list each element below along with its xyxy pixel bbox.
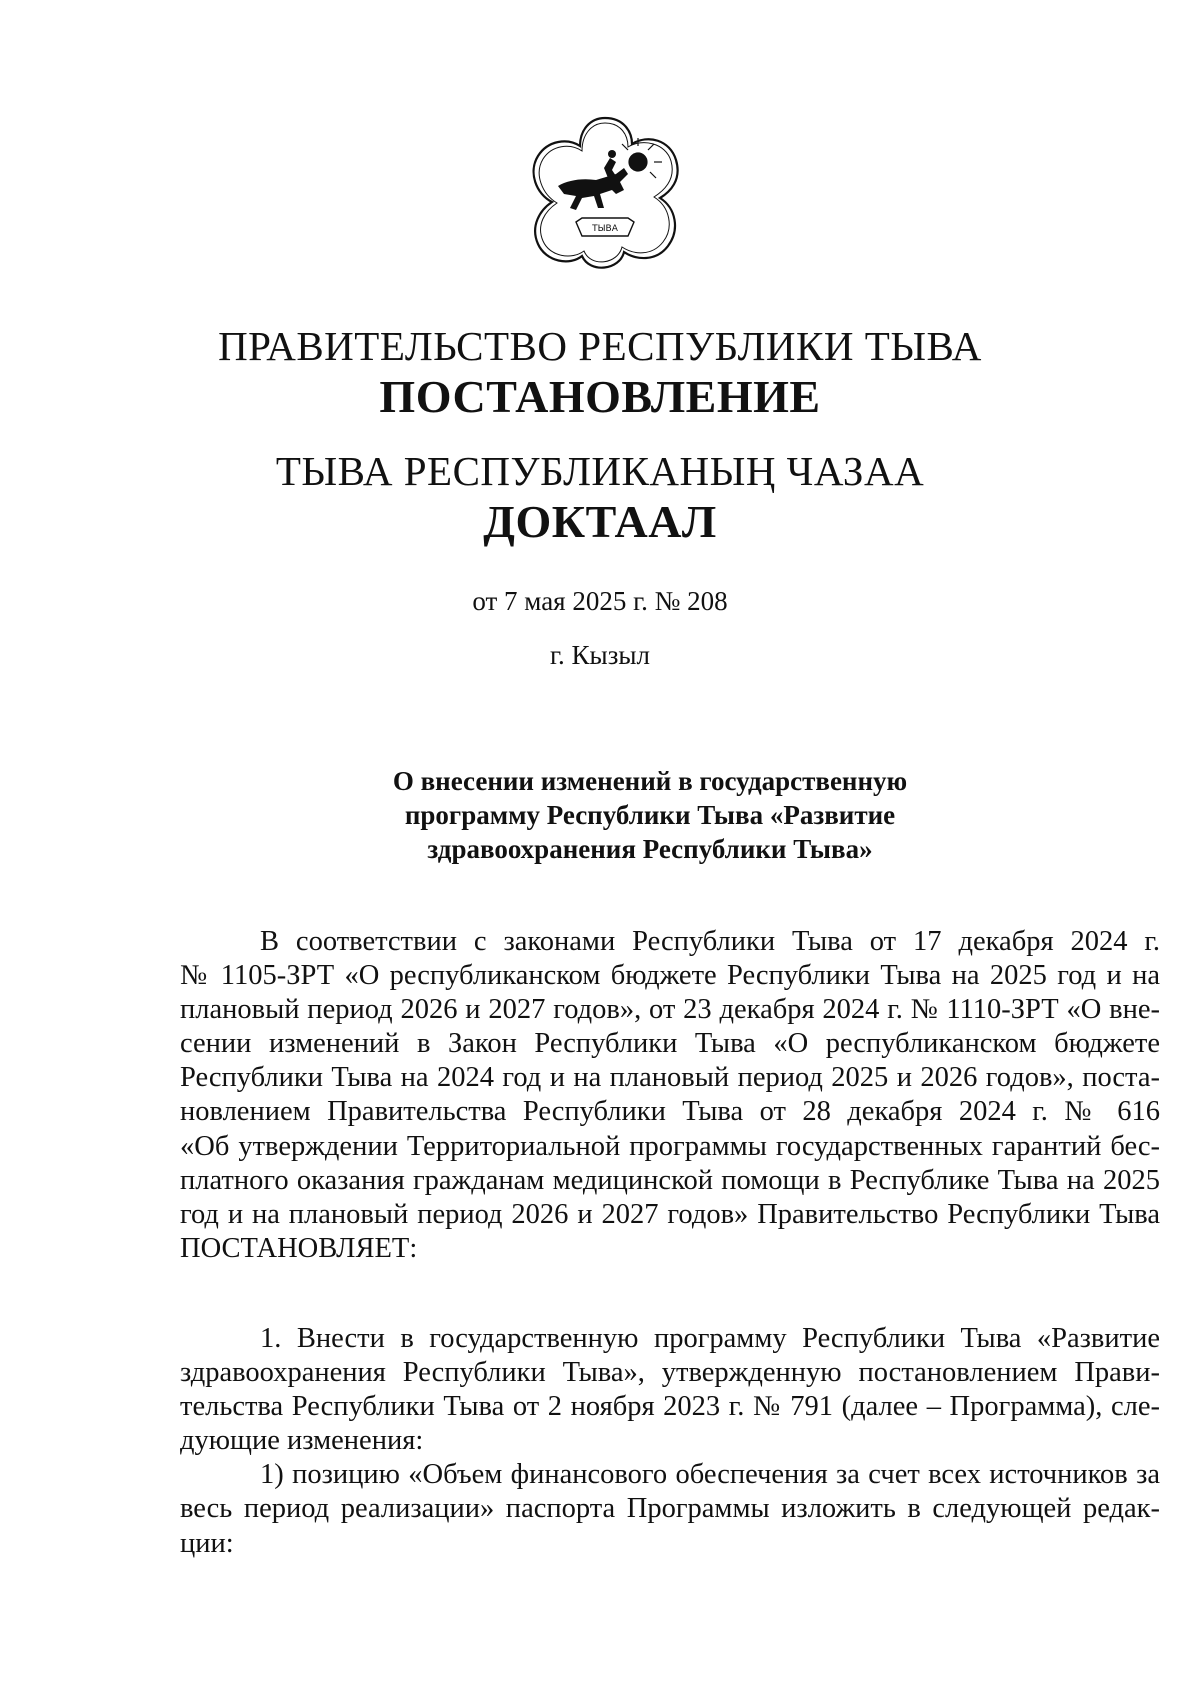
subject-line: здравоохранения Республики Тыва» xyxy=(427,834,873,864)
emblem-ribbon-text: ТЫВА xyxy=(592,224,618,234)
government-title-tyvan: ТЫВА РЕСПУБЛИКАНЫҢ ЧАЗАА xyxy=(275,448,925,494)
emblem-horse-rider xyxy=(558,150,628,210)
preamble-line: плановый период 2026 и 2027 годов», от 23 декабря 2024 г. № 1110-ЗРТ «О вне- xyxy=(180,994,1160,1026)
preamble-paragraph xyxy=(180,925,1160,1266)
coat-of-arms-emblem xyxy=(520,110,690,280)
document-subject xyxy=(330,764,970,866)
item-1-line: тельства Республики Тыва от 2 ноября 2023 г. № 791 (далее – Программа), сле- xyxy=(180,1391,1160,1423)
preamble-line: платного оказания гражданам медицинской помощи в Республике Тыва на 2025 xyxy=(180,1164,1160,1196)
item-1-line: дующие изменения: xyxy=(180,1425,424,1457)
preamble-line: В соответствии с законами Республики Тыва от 17 декабря 2024 г. xyxy=(260,926,1160,957)
emblem-flower-outline xyxy=(534,118,678,268)
preamble-line: № 1105-ЗРТ «О республиканском бюджете Республики Тыва на 2025 год и на xyxy=(180,960,1160,992)
preamble-line: «Об утверждении Территориальной программы государственных гарантий бес- xyxy=(180,1130,1160,1162)
preamble-line: Республики Тыва на 2024 год и на плановый период 2025 и 2026 годов», поста- xyxy=(180,1062,1160,1094)
document-type-title-tyvan: ДОКТААЛ xyxy=(483,496,717,547)
preamble-line: сении изменений в Закон Республики Тыва «О республиканском бюджете xyxy=(180,1028,1160,1060)
government-title: ПРАВИТЕЛЬСТВО РЕСПУБЛИКИ ТЫВА xyxy=(218,323,982,369)
preamble-line: ПОСТАНОВЛЯЕТ: xyxy=(180,1232,418,1264)
item-1-paragraph xyxy=(180,1322,1160,1561)
document-date-number: от 7 мая 2025 г. № 208 xyxy=(472,586,728,616)
item-1-line: 1. Внести в государственную программу Республики Тыва «Развитие xyxy=(260,1323,1160,1354)
preamble-line: новлением Правительства Республики Тыва от 28 декабря 2024 г. № 616 xyxy=(180,1096,1160,1128)
preamble-line: год и на плановый период 2026 и 2027 годов» Правительство Республики Тыва xyxy=(180,1198,1160,1230)
subject-line: программу Республики Тыва «Развитие xyxy=(404,800,896,830)
item-1-1-line: ции: xyxy=(180,1527,234,1559)
item-1-1-line: 1) позицию «Объем финансового обеспечения за счет всех источников за xyxy=(260,1459,1160,1491)
item-1-line: здравоохранения Республики Тыва», утвержденную постановлением Прави- xyxy=(180,1357,1160,1389)
document-type-title: ПОСТАНОВЛЕНИЕ xyxy=(379,371,821,422)
document-city: г. Кызыл xyxy=(550,640,650,670)
subject-line: О внесении изменений в государственную xyxy=(392,766,908,796)
item-1-1-line: весь период реализации» паспорта Программы изложить в следующей редак- xyxy=(180,1493,1160,1525)
emblem-flower-inner xyxy=(539,123,672,262)
